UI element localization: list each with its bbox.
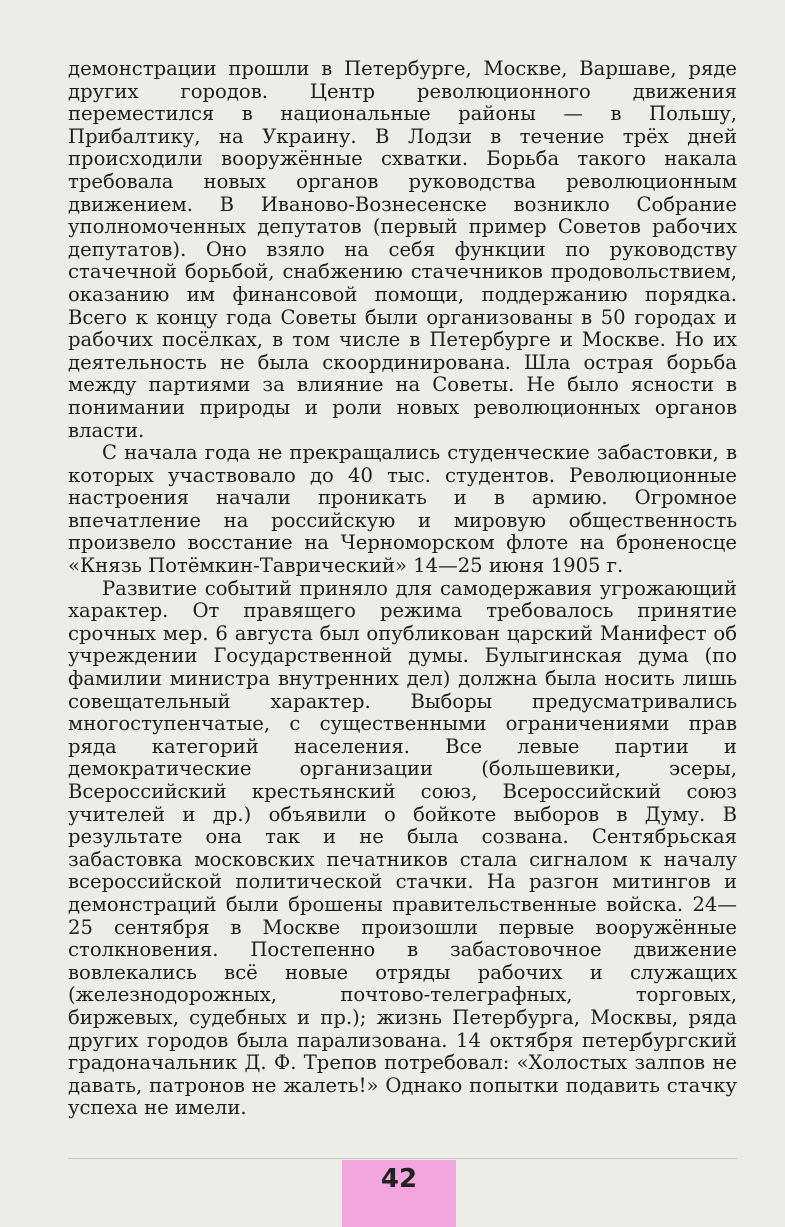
page-number-tab (342, 1160, 456, 1227)
paragraph-student-strikes: С начала года не прекращались студенческие забастовки, в которых участвовало до 40 тыс. студентов. Революционные настроения начали проникать и в армию. Огромное впечатление на российскую и мировую общественность произвело восстание на Черноморском флоте на броненосце «Князь Потёмкин-Таврический» 14—25 июня 1905 г. (68, 441, 737, 578)
paragraph-continued: демонстрации прошли в Петербурге, Москве, Варшаве, ряде других городов. Центр революционного движения переместился в национальные районы — в Польшу, Прибалтику, на Украину. В Лодзи в течение трёх дней происходили вооружённые схватки. Борьба такого накала требовала новых органов руководства революционным движением. В Иваново-Вознесенске возникло Собрание уполномоченных депутатов (первый пример Советов рабочих депутатов). Оно взяло на себя функции по руководству стачечной борьбой, снабжению стачечников продовольствием, оказанию им финансовой помощи, поддержанию порядка. Всего к концу года Советы были организованы в 50 городах и рабочих посёлках, в том числе в Петербурге и Москве. Но их деятельность не была скоординирована. Шла острая борьба между партиями за влияние на Советы. Не было ясности в понимании природы и роли новых революционных органов власти. (68, 57, 737, 442)
page-number: 42 (380, 1164, 418, 1194)
footer-divider (68, 1158, 737, 1159)
paragraph-duma-and-strike: Развитие событий приняло для самодержавия угрожающий характер. От правящего режима требовалось принятие срочных мер. 6 августа был опубликован царский Манифест об учреждении Государственной думы. Булыгинская дума (по фамилии министра внутренних дел) должна была носить лишь совещательный характер. Выборы предусматривались многоступенчатые, с существенными ограничениями прав ряда категорий населения. Все левые партии и демократические организации (большевики, эсеры, Всероссийский крестьянский союз, Всероссийский союз учителей и др.) объявили о бойкоте выборов в Думу. В результате она так и не была созвана. Сентябрьская забастовка московских печатников стала сигналом к началу всероссийской политической стачки. На разгон митингов и демонстраций были брошены правительственные войска. 24—25 сентября в Москве произошли первые вооружённые столкновения. Постепенно в забастовочное движение вовлекались всё новые отряды рабочих и служащих (железнодорожных, почтово-телеграфных, торговых, биржевых, судебных и пр.); жизнь Петербурга, Москвы, ряда других городов была парализована. 14 октября петербургский градоначальник Д. Ф. Трепов потребовал: «Холостых залпов не давать, патронов не жалеть!» Однако попытки подавить стачку успеха не имели. (68, 576, 737, 1120)
body-text (68, 58, 737, 1120)
